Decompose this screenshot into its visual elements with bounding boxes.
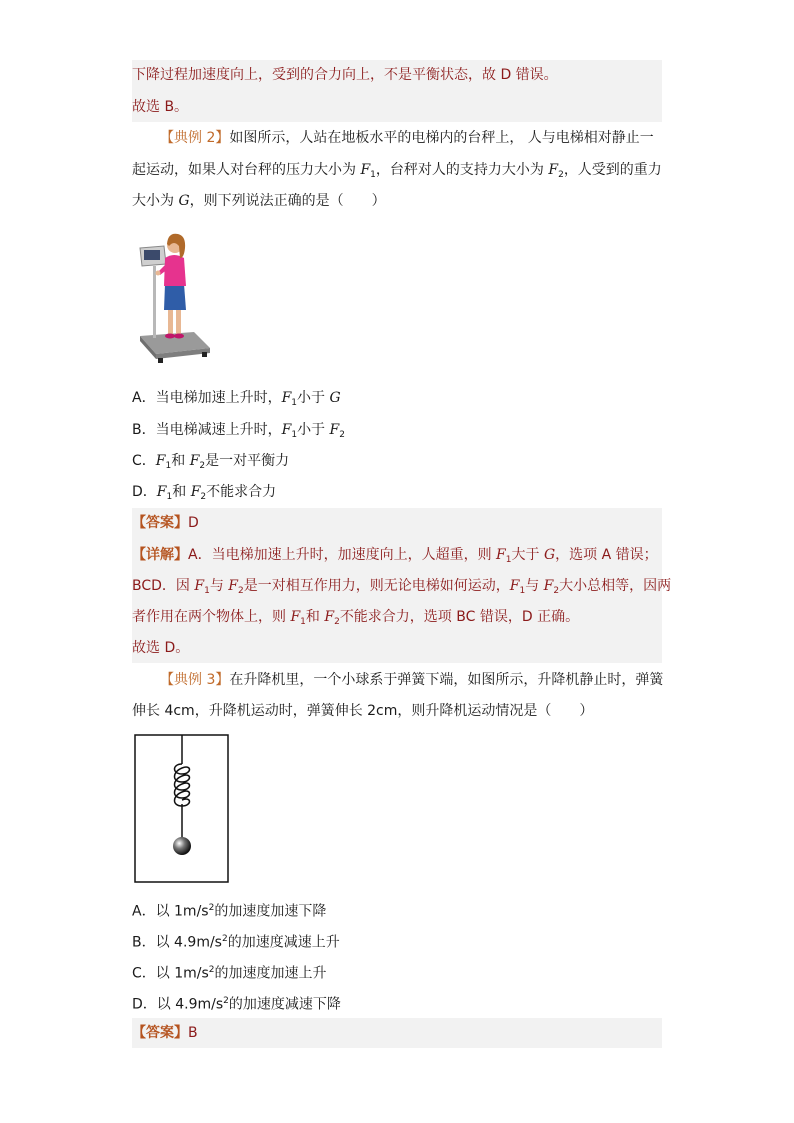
ex3-option-a: A．以 $1m/s^2$的加速度加速下降 [132, 903, 327, 920]
ex3-option-d: D．以 $4.9m/s^2$的加速度减速下降 [132, 996, 341, 1013]
ball [173, 837, 191, 855]
skirt [164, 284, 186, 310]
ex2-option-b: B．当电梯减速上升时，$F_1$小于 $F_2$ [132, 422, 345, 440]
ex3-question-line2: 伸长 4cm，升降机运动时，弹簧伸长 2cm，则升降机运动情况是（ ） [132, 703, 594, 719]
scale-pole [153, 266, 156, 338]
ex2-option-a: A．当电梯加速上升时，$F_1$小于 G [132, 390, 341, 408]
ex2-option-c: C．$F_1$和 $F_2$是一对平衡力 [132, 453, 290, 471]
torso [164, 255, 186, 286]
ex2-detail-line3: 者作用在两个物体上，则 $F_1$和 $F_2$不能求合力，选项 BC 错误，D 正确。 [132, 609, 580, 627]
ex2-option-d: D．$F_1$和 $F_2$不能求合力 [132, 484, 277, 502]
ex3-tag: 【典例 3】 [160, 672, 230, 688]
ex2-question-line3: 大小为 G，则下列说法正确的是（ ） [132, 193, 386, 209]
ex3-answer: 【答案】B [132, 1025, 198, 1041]
ex2-detail-line2: BCD．因 $F_1$与 $F_2$是一对相互作用力，则无论电梯如何运动，$F_1$与 $F_2$大小总相等，因两 [132, 578, 672, 596]
spring-ball-figure [134, 734, 230, 884]
ex3-question-line1: 【典例 3】在升降机里，一个小球系于弹簧下端，如图所示，升降机静止时，弹簧 [160, 672, 664, 688]
prev-conclusion-line: 故选 B。 [132, 99, 189, 115]
ex2-tag: 【典例 2】 [160, 130, 230, 146]
ex3-option-b: B．以 $4.9m/s^2$的加速度减速上升 [132, 934, 340, 951]
ex3-option-c: C．以 $1m/s^2$的加速度加速上升 [132, 965, 327, 982]
prev-explanation-line: 下降过程加速度向上，受到的合力向上，不是平衡状态，故 D 错误。 [132, 67, 558, 83]
ex2-answer: 【答案】D [132, 515, 199, 531]
ex2-detail-line1: 【详解】A．当电梯加速上升时，加速度向上，人超重，则 $F_1$大于 G，选项 A 错误； [132, 547, 658, 565]
ex2-detail-conclusion: 故选 D。 [132, 640, 190, 656]
person-on-scale-figure [134, 228, 214, 370]
ex2-question-line1: 【典例 2】如图所示，人站在地板水平的电梯内的台秤上， 人与电梯相对静止一 [160, 130, 654, 146]
ex2-question-line2: 起运动，如果人对台秤的压力大小为 $F_1$，台秤对人的支持力大小为 $F_2$，人受到的重力 [132, 162, 662, 180]
answer-shade-ex3 [132, 1018, 662, 1048]
